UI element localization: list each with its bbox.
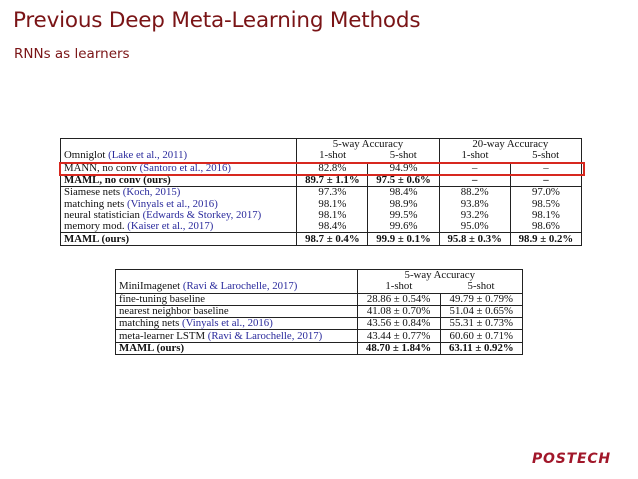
dataset-name: MiniImagenet [119,280,181,293]
value-cell: 63.11 ± 0.92% [448,341,514,354]
method-name: matching nets [119,317,180,330]
value-cell: 88.2% [439,187,510,199]
value-cell: 55.31 ± 0.73% [449,317,514,330]
value-cell: 95.0% [439,221,510,233]
table-row [116,330,523,342]
method-citation: (Edwards & Storkey, 2017) [142,208,262,221]
method-name: memory mod. [64,220,125,233]
table-row [116,342,523,354]
method-cell [61,174,297,186]
value-cell: 98.9% [368,198,439,209]
value-cell: 98.4% [368,187,439,199]
method-name: MANN, no conv [64,161,137,174]
value-cell: 43.44 ± 0.77% [357,330,440,342]
value-cell: 93.2% [439,210,510,221]
value-cell: 60.60 ± 0.71% [449,329,514,342]
dataset-citation: (Ravi & Larochelle, 2017) [182,280,298,293]
miniimagenet-results-table [115,269,523,355]
value-cell: 99.5% [368,210,439,221]
value-cell: 98.1% [297,198,368,209]
method-citation: (Santoro et al., 2016) [139,161,232,174]
column-header: 1-shot [319,149,347,162]
value-cell: 51.04 ± 0.65% [449,305,514,318]
method-name: MAML (ours) [64,232,130,245]
method-name: MAML (ours) [119,341,185,354]
value-cell: 28.86 ± 0.54% [357,293,440,305]
value-cell: 98.1% [531,208,560,221]
value-cell: – [439,162,510,174]
value-cell: 97.5 ± 0.6% [368,174,439,186]
value-cell: 95.8 ± 0.3% [439,233,510,245]
method-name: fine-tuning baseline [119,292,206,305]
value-cell: 94.9% [368,162,439,174]
column-header: 1-shot [385,280,413,293]
value-cell: 98.1% [297,210,368,221]
table-row [61,233,582,245]
method-cell [61,221,297,233]
value-cell: 89.7 ± 1.1% [297,174,368,186]
value-cell: – [543,174,549,187]
group-header: 20-way Accuracy [472,138,549,151]
column-header: 5-shot [467,280,495,293]
method-name: nearest neighbor baseline [119,305,229,318]
dataset-citation: (Lake et al., 2011) [108,149,188,162]
dataset-header [116,281,358,293]
method-citation: (Kaiser et al., 2017) [127,220,214,233]
method-cell [116,293,358,305]
value-cell: – [439,174,510,186]
highlight-box [59,162,585,176]
method-cell [61,233,297,245]
column-header: 5-shot [532,149,560,162]
method-cell [116,305,358,317]
method-citation: (Ravi & Larochelle, 2017) [207,329,323,342]
method-name: neural statistician [64,208,140,221]
method-cell [116,318,358,330]
method-cell [116,342,358,354]
value-cell: 98.4% [297,221,368,233]
value-cell: 49.79 ± 0.79% [449,292,514,305]
group-header: 5-way Accuracy [297,139,439,151]
value-cell: 98.6% [531,220,560,233]
value-cell: 98.5% [531,197,560,210]
value-cell: 41.08 ± 0.70% [357,305,440,317]
value-cell: 43.56 ± 0.84% [357,318,440,330]
value-cell: 82.8% [297,162,368,174]
value-cell: 98.7 ± 0.4% [297,233,368,245]
value-cell: 99.6% [368,221,439,233]
method-name: meta-learner LSTM [119,329,206,342]
dataset-name: Omniglot [64,149,106,162]
value-cell: – [543,161,549,174]
method-cell [116,330,358,342]
dataset-header [61,150,297,162]
value-cell: 97.0% [531,186,560,199]
table-row [116,293,523,305]
value-cell: 99.9 ± 0.1% [368,233,439,245]
method-citation: (Vinyals et al., 2016) [126,197,218,210]
slide-subtitle: RNNs as learners [14,46,130,62]
value-cell: 48.70 ± 1.84% [357,342,440,354]
method-citation: (Vinyals et al., 2016) [181,317,273,330]
table-row [61,174,582,186]
method-name: MAML, no conv (ours) [64,174,171,187]
postech-logo: POSTECH [532,451,611,467]
method-citation: (Koch, 2015) [122,186,181,199]
group-header: 5-way Accuracy [404,269,475,282]
table-row [116,305,523,317]
value-cell: 93.8% [439,198,510,209]
value-cell: 97.3% [297,187,368,199]
column-header: 5-shot [368,150,439,162]
table-row [116,318,523,330]
value-cell: 98.9 ± 0.2% [518,232,574,245]
method-name: Siamese nets [64,186,121,199]
slide-title: Previous Deep Meta-Learning Methods [13,8,421,33]
method-name: matching nets [64,197,125,210]
table-row [61,221,582,233]
omniglot-results-table [60,138,582,246]
column-header: 1-shot [461,149,489,162]
